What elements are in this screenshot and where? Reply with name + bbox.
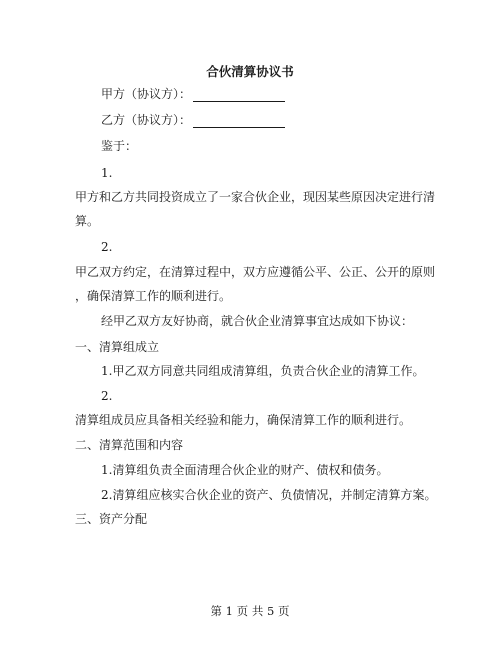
section-1-item-1: 1.甲乙双方同意共同组成清算组，负责合伙企业的清算工作。 [101,364,425,378]
party-a-label: 甲方（协议方）： [101,87,192,101]
agreement-intro: 经甲乙双方友好协商，就合伙企业清算事宜达成如下协议： [101,314,414,328]
section-1-item-2-number: 2. [101,389,113,403]
party-a-line [101,86,285,102]
recital-1-text-line2: 算。 [75,214,100,228]
party-b-label: 乙方（协议方）： [101,113,192,127]
recital-1-text-line1: 甲方和乙方共同投资成立了一家合伙企业，现因某些原因决定进行清 [75,190,436,204]
page-number-footer: 第 1 页 共 5 页 [210,604,290,618]
document-title: 合伙清算协议书 [206,64,294,79]
section-2-heading: 二、清算范围和内容 [75,438,184,452]
section-1-item-2-text: 清算组成员应具备相关经验和能力，确保清算工作的顺利进行。 [75,413,412,427]
whereas-heading: 鉴于： [101,139,138,153]
recital-2-text-line2: ，确保清算工作的顺利进行。 [75,289,232,303]
party-b-blank [193,114,285,128]
section-2-item-2: 2.清算组应核实合伙企业的资产、负债情况，并制定清算方案。 [101,488,437,502]
recital-2-number: 2. [101,240,113,254]
section-1-heading: 一、清算组成立 [75,340,160,354]
party-b-line [101,112,285,128]
section-3-heading: 三、资产分配 [75,512,148,526]
recital-2-text-line1: 甲乙双方约定，在清算过程中，双方应遵循公平、公正、公开的原则 [75,265,436,279]
recital-1-number: 1. [101,166,113,180]
section-2-item-1: 1.清算组负责全面清理合伙企业的财产、债权和债务。 [101,463,389,477]
party-a-blank [193,88,285,102]
